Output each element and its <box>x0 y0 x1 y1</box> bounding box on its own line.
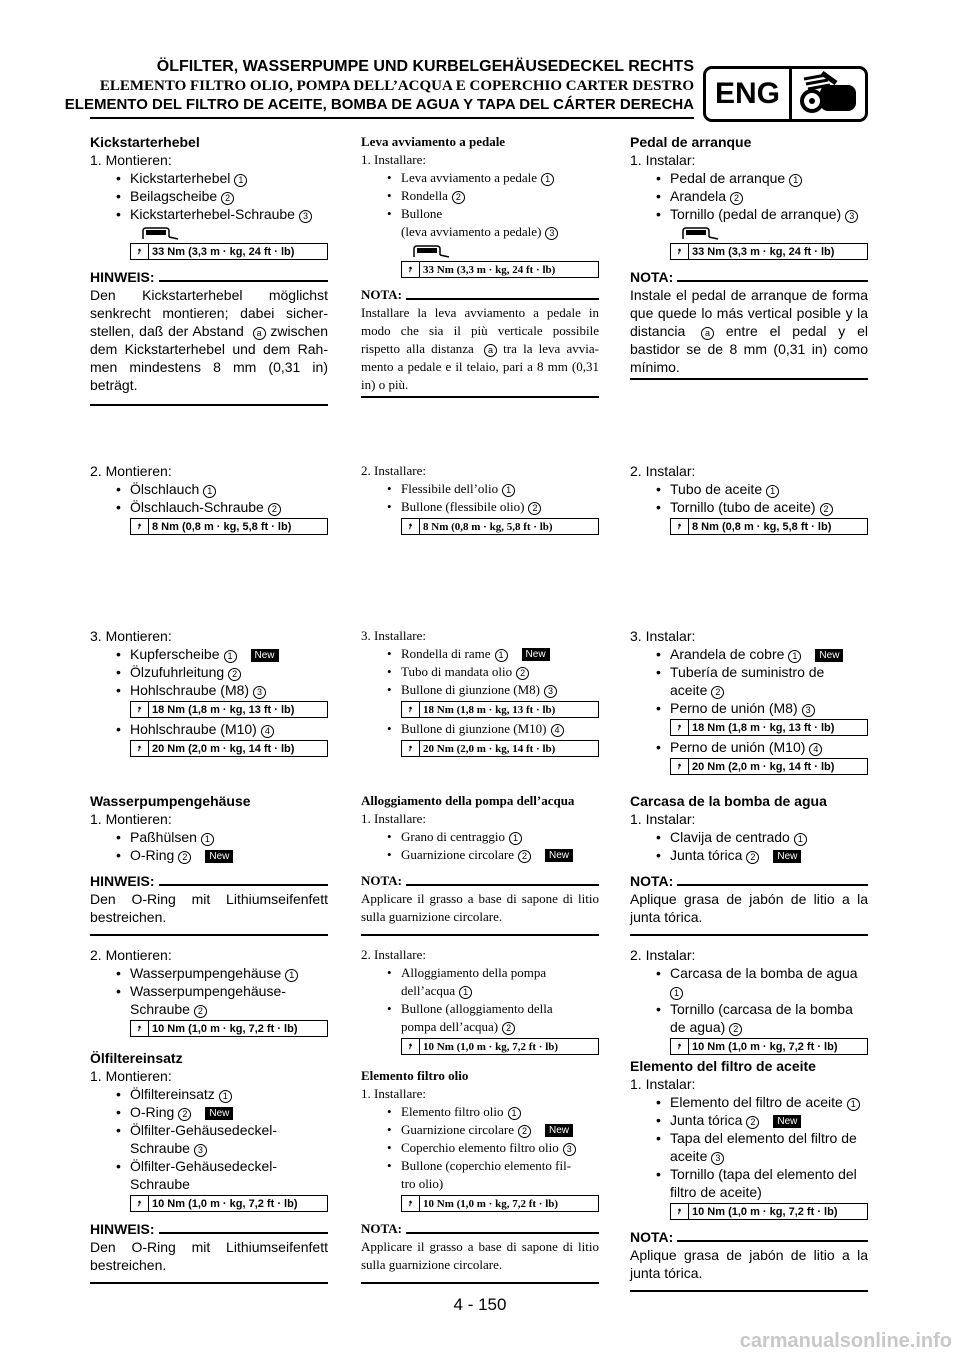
list-item: • Perno de unión (M10) 4 <box>630 738 868 756</box>
list-item: • Carcasa de la bomba de agua <box>630 964 868 982</box>
torque-spec: ⭎ 33 Nm (3,3 m · kg, 24 ft · lb) <box>401 261 599 278</box>
list-item: • Tornillo (pedal de arranque) 3 <box>630 205 868 223</box>
list-item: • Bullone di giunzione (M8) 3 <box>361 681 599 699</box>
column-italian <box>361 133 599 398</box>
list-item: • Junta tórica 2 New <box>630 1111 868 1129</box>
list-item: • Rondella 2 <box>361 187 599 205</box>
list-item-cont: filtro de aceite) <box>670 1184 762 1200</box>
step-label: 2. Instalar: <box>630 463 696 479</box>
step-label: 1. Instalar: <box>630 1076 696 1092</box>
list-item: • Kickstarterhebel 1 <box>90 169 328 187</box>
list-item: • Ölschlauch-Schraube 2 <box>90 498 328 516</box>
new-badge: New <box>251 649 279 662</box>
torque-spec: ⭎ 20 Nm (2,0 m · kg, 14 ft · lb) <box>670 758 868 775</box>
list-item: • Paßhülsen 1 <box>90 828 328 846</box>
list-item: • Alloggiamento della pompa <box>361 964 599 982</box>
list-item: • Hohlschraube (M8) 3 <box>90 681 328 699</box>
section-title: Leva avviamento a pedale <box>361 134 506 149</box>
new-badge: New <box>545 1124 573 1137</box>
column-german-water-pump <box>90 792 328 1284</box>
column-german <box>90 133 328 406</box>
list-item: • Bullone (flessibile olio) 2 <box>361 498 599 516</box>
list-item-cont: Schraube 3 <box>90 1139 328 1157</box>
new-badge: New <box>205 1107 233 1120</box>
grease-icon <box>680 225 868 241</box>
list-item: • Ölfilter-Gehäusedeckel- <box>90 1121 328 1139</box>
step-label: 2. Montieren: <box>90 463 172 479</box>
note-box: HINWEIS: Den O-Ring mit Lithiumseifenfett bestreichen. <box>90 872 328 936</box>
header-title-de: ÖLFILTER, WASSERPUMPE UND KURBELGEHÄUSEDECKEL RECHTS <box>156 58 694 75</box>
section-title: Kickstarterhebel <box>90 134 200 150</box>
column-italian-water-pump <box>361 792 599 1284</box>
list-item: • Tapa del elemento del filtro de <box>630 1129 868 1147</box>
list-item: • Arandela de cobre 1 New <box>630 645 868 663</box>
note-box: NOTA: Applicare il grasso a base di sapone di litio sulla guarnizione circolare. <box>361 1220 599 1284</box>
list-item-cont: (leva avviamento a pedale) 3 <box>361 223 599 241</box>
list-item: • Kupferscheibe 1 New <box>90 645 328 663</box>
note-box: NOTA: Aplique grasa de jabón de litio a la junta tórica. <box>630 1228 868 1292</box>
torque-spec: ⭎ 18 Nm (1,8 m · kg, 13 ft · lb) <box>401 701 599 718</box>
list-item: • Rondella di rame 1 New <box>361 645 599 663</box>
list-item: • Junta tórica 2 New <box>630 846 868 864</box>
engine-icon <box>792 69 865 119</box>
list-item: • Bullone <box>361 205 599 223</box>
step-label: 2. Instalar: <box>630 947 696 963</box>
list-item: • Pedal de arranque 1 <box>630 169 868 187</box>
note-box: NOTA: Aplique grasa de jabón de litio a la junta tórica. <box>630 872 868 936</box>
torque-spec: ⭎ 33 Nm (3,3 m · kg, 24 ft · lb) <box>670 243 868 260</box>
list-item: • Tornillo (tubo de aceite) 2 <box>630 498 868 516</box>
list-item: • Bullone (alloggiamento della <box>361 1000 599 1018</box>
list-item: • Hohlschraube (M10) 4 <box>90 720 328 738</box>
step-label: 1. Installare: <box>361 1086 426 1101</box>
list-item: • Tubería de suministro de <box>630 663 868 681</box>
watermark: carmanualsonline.info <box>739 1330 952 1352</box>
section-title: Pedal de arranque <box>630 134 752 150</box>
list-item-cont: de agua) 2 <box>630 1018 868 1036</box>
step-label: 2. Installare: <box>361 463 426 478</box>
list-item-cont: tro olio) <box>401 1176 444 1191</box>
list-item-cont: Schraube 2 <box>90 1000 328 1018</box>
step-label: 3. Installare: <box>361 628 426 643</box>
list-item: • Arandela 2 <box>630 187 868 205</box>
new-badge: New <box>815 649 843 662</box>
column-italian-step3 <box>361 627 599 759</box>
torque-spec: ⭎ 20 Nm (2,0 m · kg, 14 ft · lb) <box>401 740 599 757</box>
list-item: • O-Ring 2 New <box>90 846 328 864</box>
list-item: • Clavija de centrado 1 <box>630 828 868 846</box>
torque-spec: ⭎ 8 Nm (0,8 m · kg, 5,8 ft · lb) <box>401 518 599 535</box>
list-item: • Ölschlauch 1 <box>90 480 328 498</box>
header-title-it: ELEMENTO FILTRO OLIO, POMPA DELL’ACQUA E COPERCHIO CARTER DESTRO <box>99 78 694 94</box>
list-item: • Elemento filtro olio 1 <box>361 1103 599 1121</box>
torque-spec: ⭎ 33 Nm (3,3 m · kg, 24 ft · lb) <box>130 243 328 260</box>
list-item: • Flessibile dell’olio 1 <box>361 480 599 498</box>
step-label: 1. Installare: <box>361 152 426 167</box>
section-title: Wasserpumpengehäuse <box>90 793 251 809</box>
grease-icon <box>140 225 328 241</box>
new-badge: New <box>522 648 550 661</box>
list-item: • Guarnizione circolare 2 New <box>361 1121 599 1139</box>
list-item: • Ölzufuhrleitung 2 <box>90 663 328 681</box>
list-item: • Leva avviamento a pedale 1 <box>361 169 599 187</box>
torque-spec: ⭎ 18 Nm (1,8 m · kg, 13 ft · lb) <box>670 719 868 736</box>
list-item-cont: aceite 3 <box>630 1147 868 1165</box>
column-spanish <box>630 133 868 380</box>
header-rule <box>90 117 694 119</box>
column-spanish-step2 <box>630 462 868 537</box>
step-label: 1. Instalar: <box>630 152 696 168</box>
step-label: 3. Montieren: <box>90 628 172 644</box>
list-item: • Guarnizione circolare 2 New <box>361 846 599 864</box>
torque-spec: ⭎ 8 Nm (0,8 m · kg, 5,8 ft · lb) <box>670 518 868 535</box>
torque-spec: ⭎ 8 Nm (0,8 m · kg, 5,8 ft · lb) <box>130 518 328 535</box>
list-item: • Tubo de aceite 1 <box>630 480 868 498</box>
torque-spec: ⭎ 10 Nm (1,0 m · kg, 7,2 ft · lb) <box>670 1038 868 1055</box>
list-item: • Elemento del filtro de aceite 1 <box>630 1093 868 1111</box>
section-title: Elemento filtro olio <box>361 1068 469 1083</box>
step-label: 2. Installare: <box>361 947 426 962</box>
column-italian-step2 <box>361 462 599 537</box>
new-badge: New <box>205 850 233 863</box>
list-item-cont: dell’acqua 1 <box>361 982 599 1000</box>
torque-wrench-icon: ⭎ <box>137 246 142 257</box>
torque-spec: ⭎ 10 Nm (1,0 m · kg, 7,2 ft · lb) <box>130 1020 328 1037</box>
list-item: • Ölfiltereinsatz 1 <box>90 1085 328 1103</box>
new-badge: New <box>773 1115 801 1128</box>
note-box: HINWEIS: Den O-Ring mit Lithiumseifenfett bestreichen. <box>90 1220 328 1284</box>
list-item: • Bullone di giunzione (M10) 4 <box>361 720 599 738</box>
page-number: 4 - 150 <box>453 1295 507 1314</box>
eng-section-badge <box>703 66 868 122</box>
list-item: • Grano di centraggio 1 <box>361 828 599 846</box>
new-badge: New <box>773 850 801 863</box>
list-item: • Beilagscheibe 2 <box>90 187 328 205</box>
step-label: 1. Montieren: <box>90 1068 172 1084</box>
step-label: 3. Instalar: <box>630 628 696 644</box>
list-item-cont: pompa dell’acqua) 2 <box>361 1018 599 1036</box>
list-item-cont: 1 <box>630 982 868 1000</box>
eng-label: ENG <box>706 69 792 119</box>
section-title: Elemento del filtro de aceite <box>630 1058 816 1074</box>
list-item: • Kickstarterhebel-Schraube 3 <box>90 205 328 223</box>
list-item: • Coperchio elemento filtro olio 3 <box>361 1139 599 1157</box>
list-item: • Bullone (coperchio elemento fil- <box>361 1157 599 1175</box>
column-spanish-water-pump <box>630 792 868 1292</box>
torque-spec: ⭎ 20 Nm (2,0 m · kg, 14 ft · lb) <box>130 740 328 757</box>
note-box: NOTA: Applicare il grasso a base di sapone di litio sulla guarnizione circolare. <box>361 872 599 936</box>
column-german-step3 <box>90 627 328 759</box>
torque-spec: ⭎ 10 Nm (1,0 m · kg, 7,2 ft · lb) <box>130 1195 328 1212</box>
column-german-step2 <box>90 462 328 537</box>
torque-spec: ⭎ 18 Nm (1,8 m · kg, 13 ft · lb) <box>130 701 328 718</box>
section-title: Alloggiamento della pompa dell’acqua <box>361 793 575 808</box>
torque-spec: ⭎ 10 Nm (1,0 m · kg, 7,2 ft · lb) <box>670 1203 868 1220</box>
list-item-cont: Schraube <box>130 1176 190 1192</box>
list-item: • Tornillo (carcasa de la bomba <box>630 1000 868 1018</box>
list-item: • Wasserpumpengehäuse- <box>90 982 328 1000</box>
new-badge: New <box>545 849 573 862</box>
list-item: • O-Ring 2 New <box>90 1103 328 1121</box>
list-item: • Perno de unión (M8) 3 <box>630 699 868 717</box>
step-label: 1. Installare: <box>361 811 426 826</box>
list-item: • Ölfilter-Gehäusedeckel- <box>90 1157 328 1175</box>
step-label: 1. Montieren: <box>90 811 172 827</box>
note-box: HINWEIS: Den Kickstarterhebel möglichst senkrecht montieren; dabei sicher-stellen, daß der Abstand a zwischen dem Kickstarterhebel und dem Rah-men mindestens 8 mm (0,31 in) beträgt. <box>90 268 328 406</box>
note-box: NOTA: Instale el pedal de arranque de forma que quede lo más vertical posible y la distancia a entre el pedal y el bastidor se de 8 mm (0,31 in) como mínimo. <box>630 268 868 380</box>
list-item-cont: aceite 2 <box>630 681 868 699</box>
section-title: Ölfiltereinsatz <box>90 1050 183 1066</box>
header-title-es: ELEMENTO DEL FILTRO DE ACEITE, BOMBA DE AGUA Y TAPA DEL CÁRTER DERECHA <box>64 96 694 113</box>
column-spanish-step3 <box>630 627 868 777</box>
list-item: • Wasserpumpengehäuse 1 <box>90 964 328 982</box>
step-label: 2. Montieren: <box>90 947 172 963</box>
torque-spec: ⭎ 10 Nm (1,0 m · kg, 7,2 ft · lb) <box>401 1195 599 1212</box>
grease-icon <box>411 243 599 259</box>
torque-spec: ⭎ 10 Nm (1,0 m · kg, 7,2 ft · lb) <box>401 1038 599 1055</box>
section-title: Carcasa de la bomba de agua <box>630 793 827 809</box>
step-label: 1. Instalar: <box>630 811 696 827</box>
note-box: NOTA: Installare la leva avviamento a pedale in modo che sia il più verticale possibile rispetto alla distanza a tra la leva avvia-mento a pedale e il telaio, pari a 8 mm (0,31 in) o più. <box>361 286 599 398</box>
list-item: • Tornillo (tapa del elemento del <box>630 1165 868 1183</box>
step-label: 1. Montieren: <box>90 152 172 168</box>
list-item: • Tubo di mandata olio 2 <box>361 663 599 681</box>
